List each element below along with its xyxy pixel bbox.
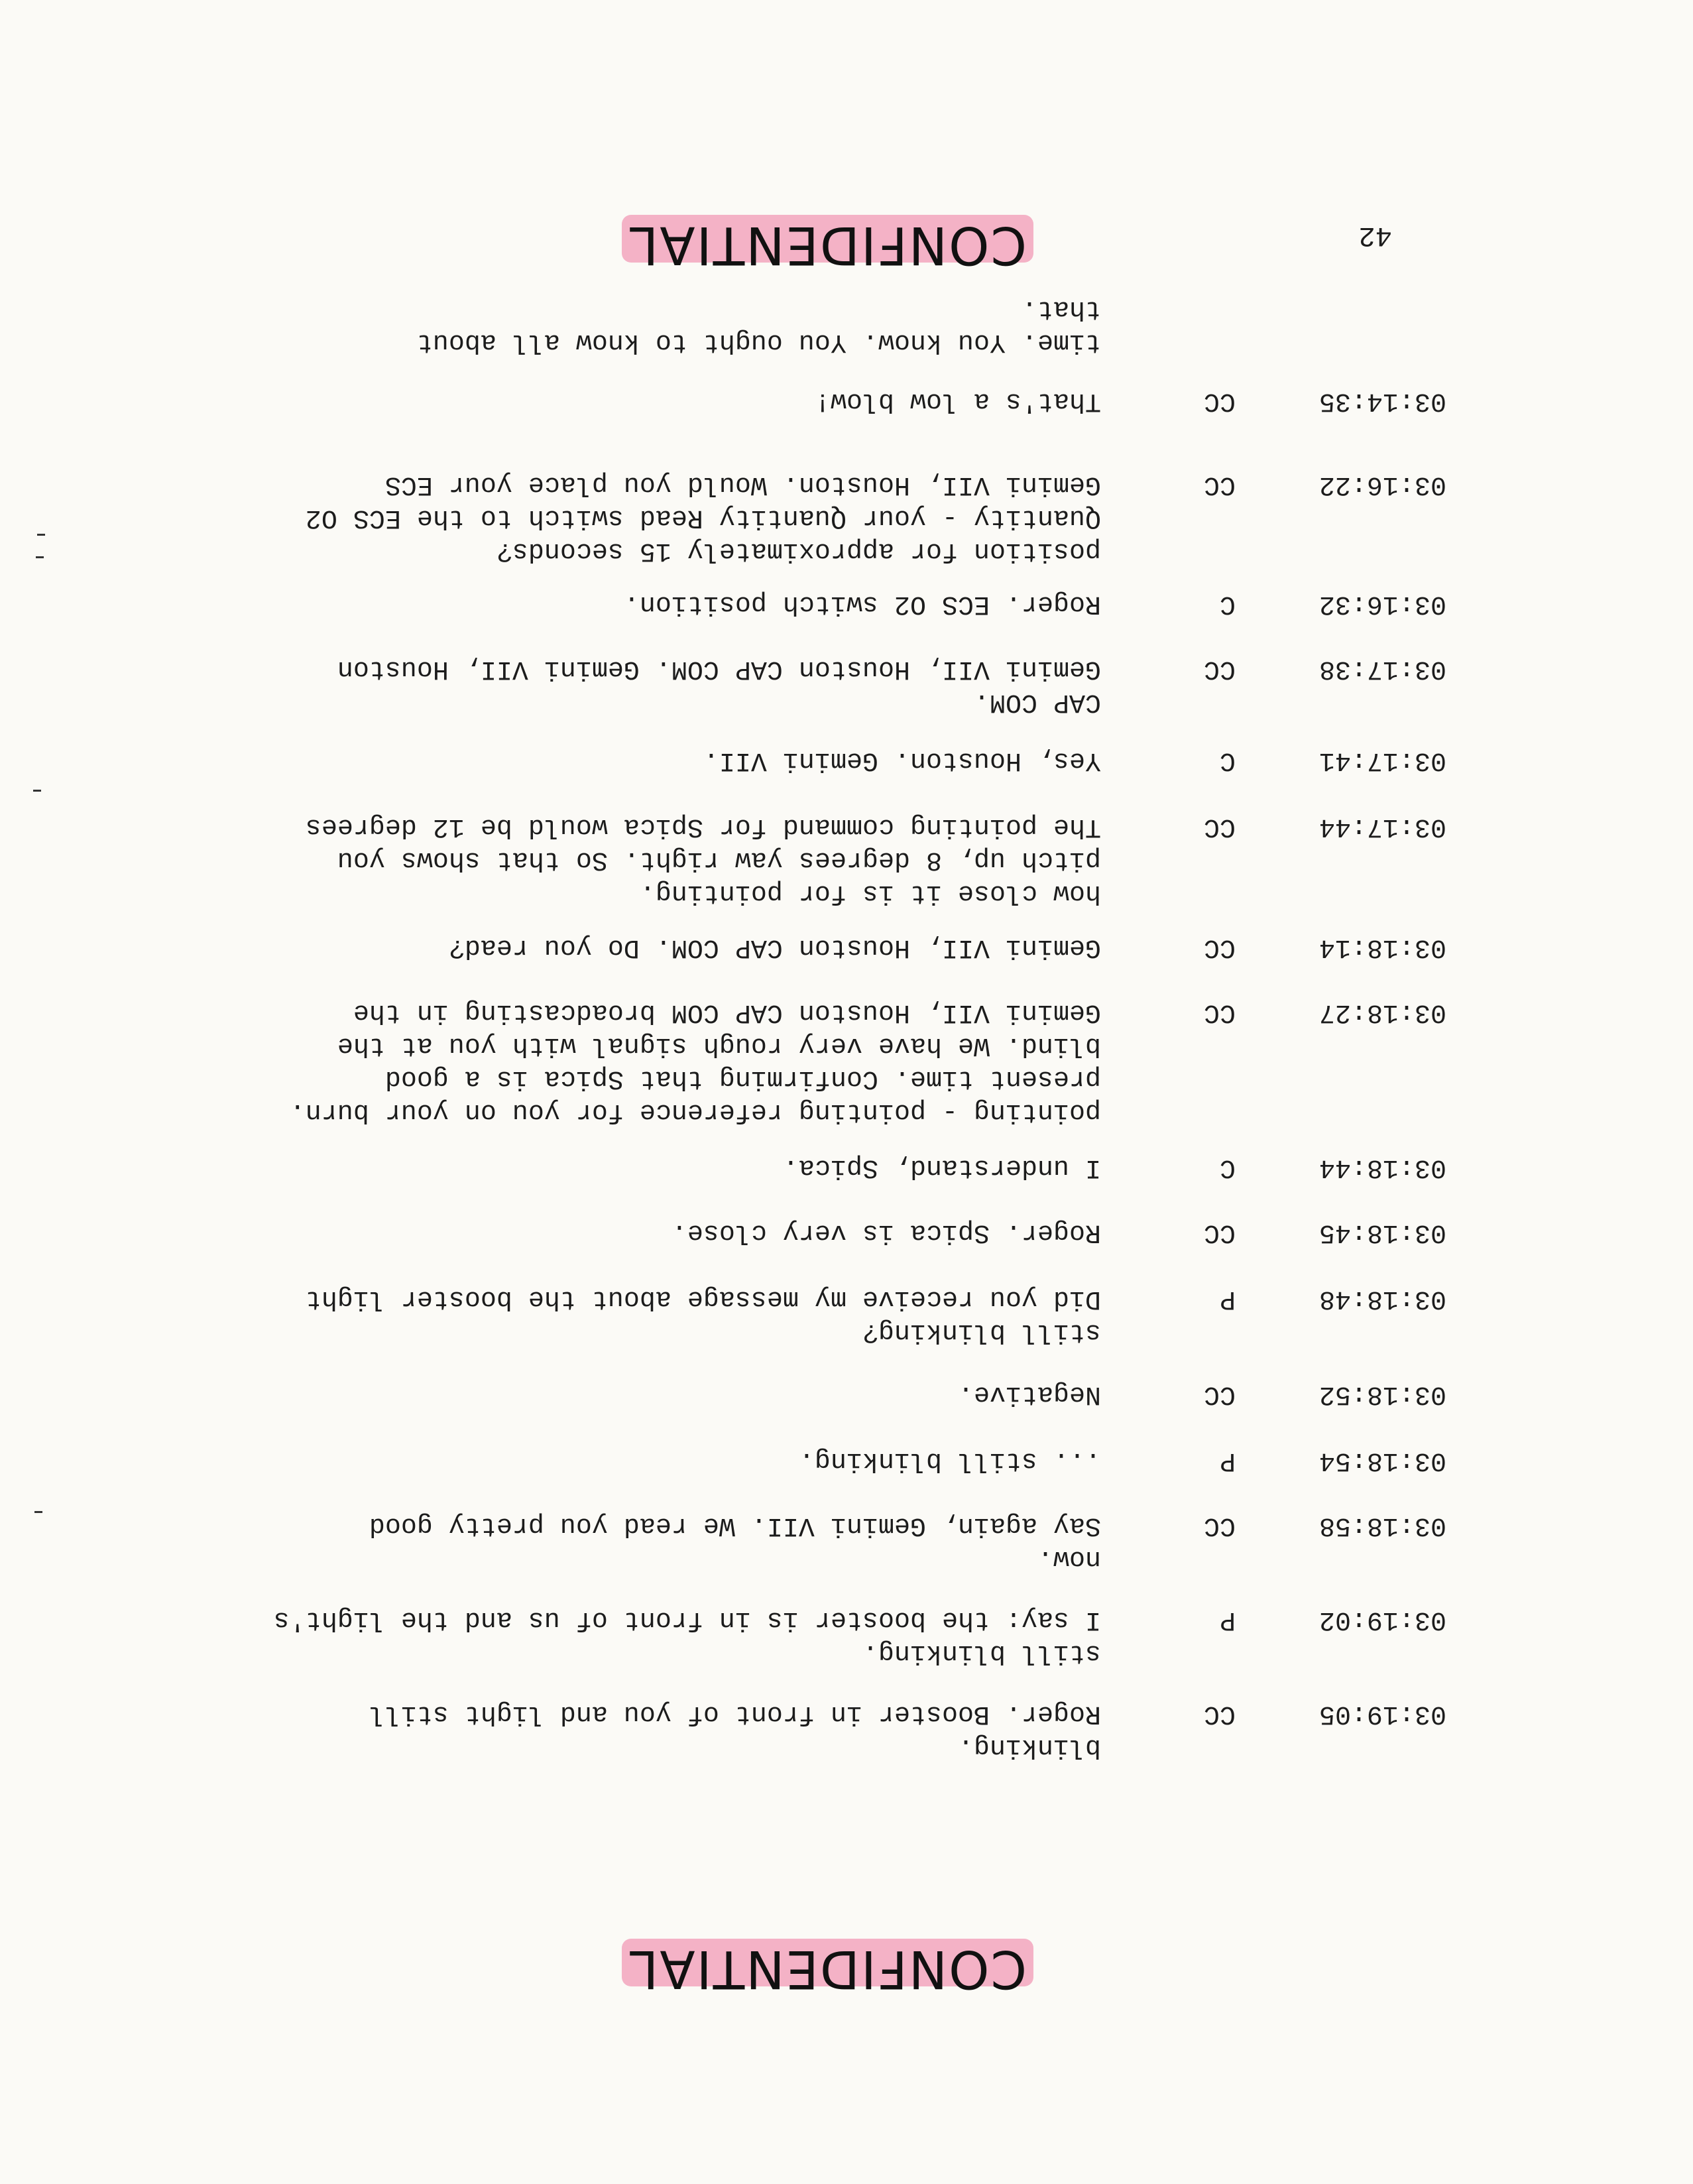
margin-tick	[36, 556, 44, 558]
entry-time: 03:18:45	[1318, 1217, 1446, 1247]
entry-speaker: P	[1219, 1284, 1236, 1313]
confidential-stamp-bottom: CONFIDENTIAL	[628, 1939, 1027, 1998]
margin-tick	[37, 534, 45, 536]
entry-text: Yes, Houston. Gemini VII.	[703, 745, 1101, 775]
entry-text: how close it is for pointing.	[639, 878, 1101, 908]
entry-text: blinking.	[957, 1732, 1101, 1762]
entry-text: I say: the booster is in front of us and the light's	[273, 1605, 1101, 1634]
continuation-line-2: that.	[1021, 294, 1101, 324]
entry-text: I understand, Spica.	[782, 1152, 1101, 1182]
confidential-stamp-top: CONFIDENTIAL	[628, 215, 1027, 274]
entry-time: 03:19:05	[1318, 1699, 1446, 1729]
entry-text: still blinking?	[862, 1317, 1101, 1347]
entry-speaker: C	[1219, 589, 1236, 619]
entry-time: 03:17:41	[1318, 745, 1446, 775]
entry-text: Quantity - your Quantity Read switch to the ECS O2	[305, 503, 1101, 532]
entry-speaker: CC	[1203, 1217, 1236, 1247]
entry-text: position for approximately 15 seconds?	[496, 536, 1101, 566]
entry-speaker: CC	[1203, 386, 1236, 416]
entry-speaker: CC	[1203, 1510, 1236, 1540]
entry-speaker: CC	[1203, 654, 1236, 684]
entry-text: still blinking.	[862, 1638, 1101, 1668]
entry-text: pitch up, 8 degrees yaw right. So that shows you	[337, 845, 1101, 875]
entry-text: blind. We have very rough signal with you at the	[337, 1030, 1101, 1060]
entry-speaker: C	[1219, 745, 1236, 775]
entry-text: CAP COM.	[973, 687, 1101, 717]
entry-text: Negative.	[957, 1379, 1101, 1409]
entry-text: The pointing command for Spica would be 12 degrees	[305, 812, 1101, 841]
entry-time: 03:18:58	[1318, 1510, 1446, 1540]
entry-text: Did you receive my message about the booster light	[305, 1284, 1101, 1313]
entry-text: ... still blinking.	[798, 1445, 1101, 1475]
entry-speaker: CC	[1203, 932, 1236, 962]
entry-speaker: CC	[1203, 1699, 1236, 1729]
entry-time: 03:19:02	[1318, 1605, 1446, 1634]
entry-time: 03:18:52	[1318, 1379, 1446, 1409]
entry-text: Gemini VII, Houston CAP COM broadcasting in the	[353, 997, 1101, 1027]
entry-text: Roger. Spica is very close.	[671, 1217, 1101, 1247]
entry-time: 03:18:27	[1318, 997, 1446, 1027]
margin-tick	[33, 790, 41, 792]
margin-tick	[34, 1511, 42, 1513]
entry-speaker: CC	[1203, 997, 1236, 1027]
entry-speaker: C	[1219, 1152, 1236, 1182]
entry-time: 03:18:44	[1318, 1152, 1446, 1182]
entry-speaker: P	[1219, 1445, 1236, 1475]
page-number: 42	[1358, 219, 1392, 251]
entry-time: 03:16:22	[1318, 469, 1446, 499]
entry-time: 03:17:38	[1318, 654, 1446, 684]
entry-text: Roger. Booster in front of you and light still	[369, 1699, 1101, 1729]
entry-speaker: CC	[1203, 1379, 1236, 1409]
entry-time: 03:14:35	[1318, 386, 1446, 416]
entry-speaker: CC	[1203, 469, 1236, 499]
entry-text: Gemini VII, Houston CAP COM. Gemini VII, Houston	[337, 654, 1101, 684]
entry-text: present time. Confirming that Spica is a good	[384, 1063, 1101, 1093]
entry-time: 03:17:44	[1318, 812, 1446, 841]
entry-time: 03:18:48	[1318, 1284, 1446, 1313]
entry-text: Gemini VII, Houston. Would you place your ECS	[384, 469, 1101, 499]
entry-time: 03:18:14	[1318, 932, 1446, 962]
entry-text: That's a low blow!	[814, 386, 1101, 416]
entry-text: Gemini VII, Houston CAP COM. Do you read?	[448, 932, 1101, 962]
entry-text: Say again, Gemini VII. We read you pretty good	[369, 1510, 1101, 1540]
entry-time: 03:18:54	[1318, 1445, 1446, 1475]
entry-speaker: P	[1219, 1605, 1236, 1634]
entry-time: 03:16:32	[1318, 589, 1446, 619]
entry-speaker: CC	[1203, 812, 1236, 841]
entry-text: pointing - pointing reference for you on your burn.	[289, 1097, 1101, 1126]
entry-text: Roger. ECS O2 switch position.	[623, 589, 1101, 619]
entry-text: now.	[1037, 1544, 1101, 1573]
continuation-line-1: time. You know. You ought to know all about	[416, 327, 1101, 357]
